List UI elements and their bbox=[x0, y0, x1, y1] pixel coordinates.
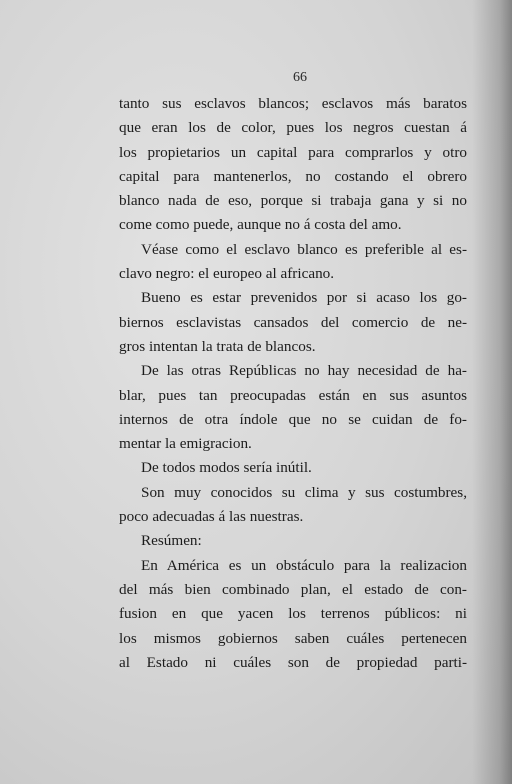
page-number: 66 bbox=[293, 70, 307, 85]
text-line: come como puede, aunque no á costa del amo. bbox=[119, 216, 402, 234]
text-line: capital para mantenerlos, no costando el obrero bbox=[119, 167, 467, 185]
text-line: poco adecuadas á las nuestras. bbox=[119, 508, 304, 526]
page-edge-shadow bbox=[472, 0, 512, 784]
text-line: los mismos gobiernos saben cuáles pertenecen bbox=[119, 629, 467, 647]
text-line: blanco nada de eso, porque si trabaja gana y si no bbox=[119, 192, 467, 210]
text-line: que eran los de color, pues los negros cuestan á bbox=[119, 119, 467, 137]
text-line: gros intentan la trata de blancos. bbox=[119, 337, 316, 355]
text-line: De las otras Repúblicas no hay necesidad de ha- bbox=[141, 362, 467, 380]
text-line: los propietarios un capital para comprarlos y otro bbox=[119, 143, 467, 161]
text-line: tanto sus esclavos blancos; esclavos más baratos bbox=[119, 95, 467, 112]
text-line: blar, pues tan preocupadas están en sus asuntos bbox=[119, 386, 467, 404]
text-line: Resúmen: bbox=[141, 532, 202, 550]
text-line: mentar la emigracion. bbox=[119, 435, 252, 453]
text-line: Bueno es estar prevenidos por si acaso los go- bbox=[141, 289, 467, 307]
text-line: En América es un obstáculo para la realizacion bbox=[141, 556, 467, 574]
text-line: biernos esclavistas cansados del comercio de ne- bbox=[119, 313, 467, 331]
text-line: al Estado ni cuáles son de propiedad parti- bbox=[119, 653, 467, 671]
text-line: Son muy conocidos su clima y sus costumbres, bbox=[141, 483, 467, 501]
text-line: internos de otra índole que no se cuidan de fo- bbox=[119, 410, 467, 428]
text-line: fusion en que yacen los terrenos públicos: ni bbox=[119, 605, 467, 623]
page-text bbox=[119, 92, 467, 675]
text-line: Véase como el esclavo blanco es preferible al es- bbox=[141, 240, 467, 258]
text-line: clavo negro: el europeo al africano. bbox=[119, 265, 335, 283]
text-line: De todos modos sería inútil. bbox=[141, 459, 312, 477]
text-line: del más bien combinado plan, el estado de con- bbox=[119, 580, 467, 598]
